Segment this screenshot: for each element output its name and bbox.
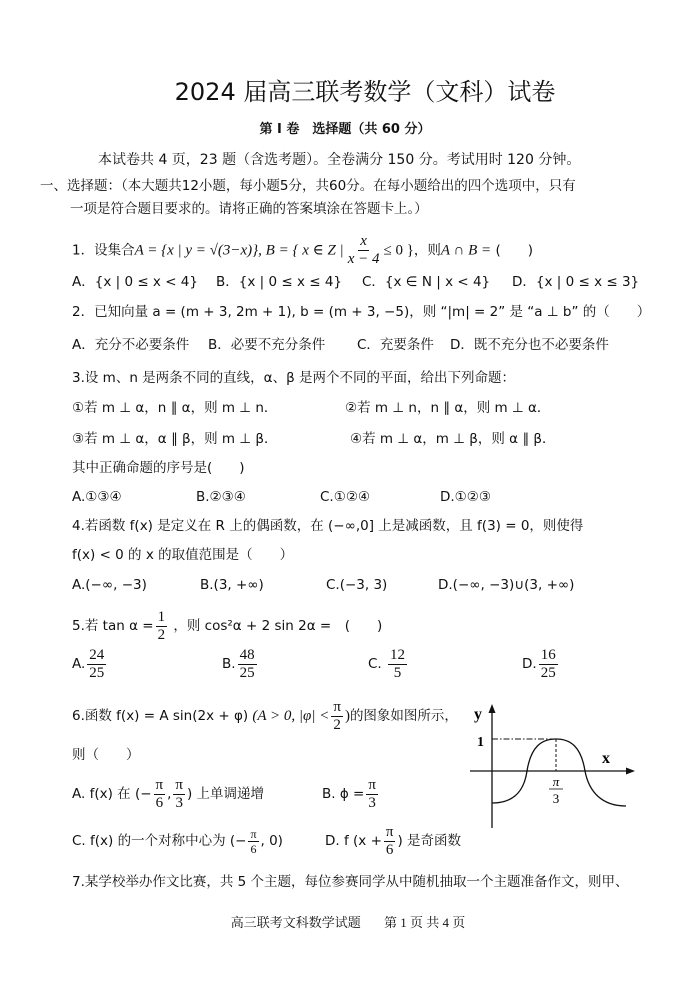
q3-question: 其中正确命题的序号是( ) xyxy=(72,460,245,476)
q4-option-b[interactable]: B.(3, +∞) xyxy=(200,577,264,593)
question-6 xyxy=(72,697,458,735)
q6-option-a-post: ) 上单调递增 xyxy=(186,786,265,802)
q6-option-a-pre: A. f(x) 在 (− xyxy=(72,786,152,802)
q1-frac-den: x − 4 xyxy=(347,251,380,267)
frac xyxy=(173,777,185,812)
x-axis-label: x xyxy=(602,750,610,767)
footer-page-number: 第 1 页 共 4 页 xyxy=(384,915,466,930)
q3-option-a[interactable]: A.①③④ xyxy=(72,489,122,505)
q1-fraction xyxy=(346,233,382,268)
q3-option-d[interactable]: D.①②③ xyxy=(440,489,491,505)
q4-option-a[interactable]: A.(−∞, −3) xyxy=(72,577,147,593)
frac-num: π xyxy=(250,826,257,841)
q5-option-c-frac xyxy=(388,647,407,682)
frac xyxy=(384,824,396,859)
q5-num: 1 xyxy=(157,608,166,625)
frac-den: 6 xyxy=(250,841,257,856)
frac-num: π xyxy=(155,776,164,793)
q4-option-c[interactable]: C.(−3, 3) xyxy=(326,577,388,593)
frac-num: 24 xyxy=(89,646,105,663)
q5-option-b-label: B. xyxy=(222,656,236,672)
q6-option-c-pre: C. f(x) 的一个对称中心为 (− xyxy=(72,833,247,849)
question-4: 4.若函数 f(x) 是定义在 R 上的偶函数，在 (−∞,0] 上是减函数，且 f(3) = 0，则使得 xyxy=(72,518,584,534)
q6-option-b[interactable] xyxy=(322,775,380,813)
q3-proposition-1: ①若 m ⊥ α，n ∥ α，则 m ⊥ n． xyxy=(72,400,278,416)
q5-option-a-frac xyxy=(87,647,106,682)
q3-option-b[interactable]: B.②③④ xyxy=(196,489,246,505)
frac-den: 25 xyxy=(540,664,556,681)
question-1 xyxy=(72,233,533,268)
y-axis-label: y xyxy=(474,706,482,723)
q3-proposition-3: ③若 m ⊥ α，α ∥ β，则 m ⊥ β． xyxy=(72,431,278,447)
section-instruction-2: 一项是符合题目要求的。请将正确的答案填涂在答题卡上。） xyxy=(70,201,428,217)
q3-option-c[interactable]: C.①②④ xyxy=(320,489,371,505)
frac-den: 6 xyxy=(385,841,394,858)
q6-option-c[interactable] xyxy=(72,822,283,860)
q6-function-graph xyxy=(468,700,643,835)
q6-option-a[interactable] xyxy=(72,775,264,813)
q5-option-c[interactable] xyxy=(368,646,409,682)
q5-fraction xyxy=(156,609,168,644)
frac-num: 12 xyxy=(390,646,406,663)
q1-frac-num: x xyxy=(360,233,367,249)
q5-option-c-label: C. xyxy=(368,656,382,672)
q1-option-d[interactable]: D．{x | 0 ≤ x ≤ 3} xyxy=(512,274,640,290)
q1-answer-paren: ( ) xyxy=(495,242,534,259)
frac-num: 16 xyxy=(540,646,556,663)
q5-option-a[interactable] xyxy=(72,646,108,682)
q5-option-a-label: A. xyxy=(72,656,86,672)
frac-den: 3 xyxy=(175,794,183,811)
q6-option-b-pre: B. ϕ = xyxy=(322,786,365,802)
q6-option-c-post: , 0) xyxy=(260,833,283,849)
frac-den: 2 xyxy=(333,716,341,733)
q5-option-d[interactable] xyxy=(522,646,560,682)
tick-denominator: 3 xyxy=(552,791,560,806)
question-4-cont: f(x) < 0 的 x 的取值范围是（ ） xyxy=(72,547,294,563)
intro-text: 本试卷共 4 页，23 题（含选考题）。全卷满分 150 分。考试用时 120 分钟。 xyxy=(98,152,581,168)
q6-suffix: 的图象如图所示， xyxy=(349,708,458,724)
q1-option-a[interactable]: A．{x | 0 ≤ x < 4} xyxy=(72,274,198,290)
q5-option-b[interactable] xyxy=(222,646,259,682)
frac-den: 3 xyxy=(368,794,376,811)
comma: , xyxy=(167,786,172,802)
frac-den: 25 xyxy=(89,664,105,681)
q1-set-b-right: ≤ 0 } xyxy=(383,242,414,259)
q6-cond-frac xyxy=(331,699,343,734)
tick-numerator: π xyxy=(552,774,560,789)
q6-then: 则（ ） xyxy=(72,747,140,763)
frac-num: π xyxy=(175,776,183,793)
q2-option-c[interactable]: C．充要条件 xyxy=(357,337,434,353)
frac-num: 48 xyxy=(239,646,255,663)
q6-option-d-pre: D. f (x + xyxy=(325,833,382,849)
q2-option-b[interactable]: B．必要不充分条件 xyxy=(208,337,326,353)
q1-expr: A ∩ B = xyxy=(440,242,492,259)
frac-num: π xyxy=(333,698,341,715)
q5-option-d-frac xyxy=(539,647,558,682)
q4-option-d[interactable]: D.(−∞, −3)∪(3, +∞) xyxy=(438,577,575,593)
frac-num: π xyxy=(385,823,394,840)
frac xyxy=(366,777,378,812)
frac xyxy=(154,777,166,812)
q6-cond: (A > 0, |φ| < xyxy=(252,708,330,724)
q1-option-b[interactable]: B．{x | 0 ≤ x ≤ 4} xyxy=(216,274,343,290)
frac-den: 25 xyxy=(239,664,255,681)
frac-den: 5 xyxy=(393,664,402,681)
question-3: 3.设 m、n 是两条不同的直线，α、β 是两个不同的平面，给出下列命题： xyxy=(72,370,515,386)
q5-prefix: 5.若 tan α = xyxy=(72,618,154,634)
q1-suffix: ，则 xyxy=(413,242,441,259)
q2-option-a[interactable]: A．充分不必要条件 xyxy=(72,337,190,353)
frac-den: 6 xyxy=(155,794,164,811)
question-2: 2．已知向量 a = (m + 3, 2m + 1), b = (m + 3, −5)，则 “|m| = 2” 是 “a ⊥ b” 的（ ） xyxy=(72,304,651,320)
section-subtitle: 第 I 卷 选择题（共 60 分） xyxy=(259,122,431,137)
q2-option-d[interactable]: D．既不充分也不必要条件 xyxy=(450,337,609,353)
q6-cond-close: ) xyxy=(344,708,350,724)
q3-proposition-4: ④若 m ⊥ α，m ⊥ β，则 α ∥ β． xyxy=(350,431,556,447)
max-value-label: 1 xyxy=(477,735,484,750)
q5-option-b-frac xyxy=(238,647,257,682)
q1-set-a: A = {x | y = √(3−x)} xyxy=(134,242,259,259)
q3-proposition-2: ②若 m ⊥ n，n ∥ α，则 m ⊥ α． xyxy=(345,400,551,416)
section-instruction-1: 一、选择题：（本大题共12小题，每小题5分，共60分。在每小题给出的四个选项中，只有 xyxy=(40,178,576,194)
page-footer xyxy=(0,913,696,933)
x-axis-arrow-icon xyxy=(626,768,635,775)
y-axis-arrow-icon xyxy=(489,704,496,713)
q1-set-b-left: , B = { x ∈ Z | xyxy=(258,242,344,259)
footer-exam-name: 高三联考文科数学试题 xyxy=(230,915,361,930)
q5-option-d-label: D. xyxy=(522,656,537,672)
question-7: 7.某学校举办作文比赛，共 5 个主题，每位参赛同学从中随机抽取一个主题准备作文，则甲、 xyxy=(72,874,629,890)
q6-option-d-post: ) 是奇函数 xyxy=(397,833,462,849)
q6-prefix: 6.函数 f(x) = A sin(2x + φ) xyxy=(72,708,249,724)
q6-option-d[interactable] xyxy=(325,822,461,860)
frac xyxy=(248,827,258,856)
q5-den: 2 xyxy=(157,626,166,643)
frac-num: π xyxy=(368,776,376,793)
exam-title: 2024 届高三联考数学（文科）试卷 xyxy=(174,78,556,106)
q1-prefix: 1．设集合 xyxy=(72,242,135,259)
q1-option-c[interactable]: C．{x ∈ N | x < 4} xyxy=(362,274,491,290)
question-5 xyxy=(72,608,382,644)
q5-suffix: ，则 cos²α + 2 sin 2α = ( ) xyxy=(173,618,383,634)
